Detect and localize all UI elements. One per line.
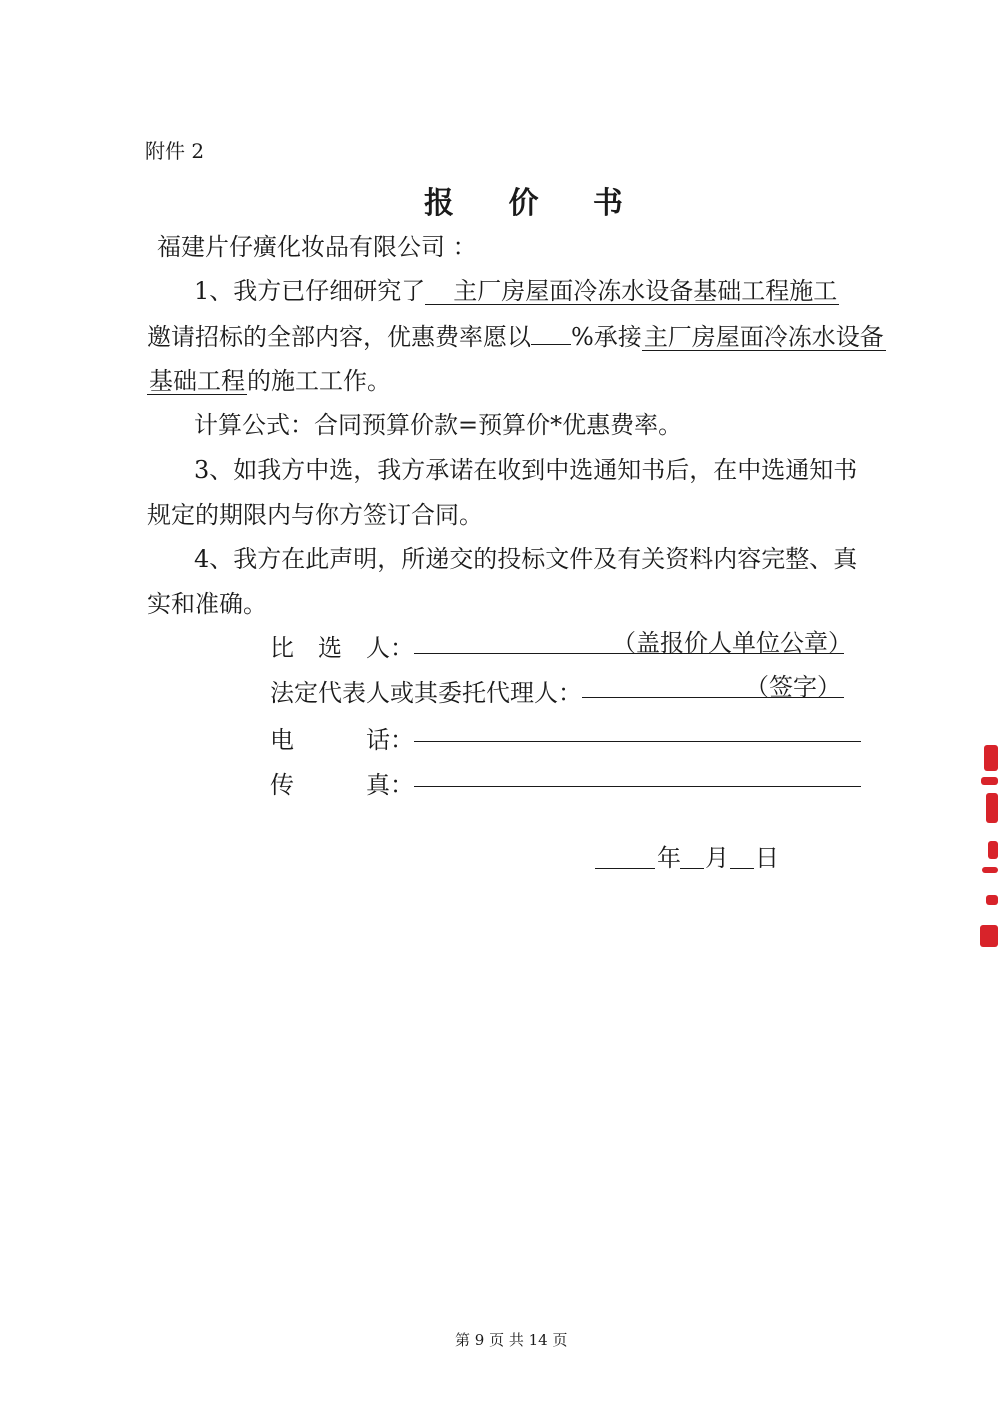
rep-label: 法定代表人或其委托代理人： — [270, 679, 582, 707]
project-name-underlined — [425, 278, 839, 305]
project-name-2b-underlined: 基础工程 — [149, 367, 245, 395]
para4-line1: 4、我方在此声明，所递交的投标文件及有关资料内容完整、真 — [194, 545, 858, 573]
year-label: 年 — [657, 844, 681, 872]
addressee: 福建片仔癀化妆品有限公司 ： — [157, 233, 477, 261]
para1-suffix: 的施工工作。 — [247, 367, 391, 395]
para4-line2: 实和准确。 — [147, 590, 267, 618]
bidder-note: （盖报价人单位公章） — [612, 629, 852, 657]
year-blank[interactable] — [595, 868, 655, 869]
para1-line2-b: %承接 — [571, 323, 642, 351]
phone-line[interactable] — [414, 741, 861, 742]
para1-line1 — [194, 276, 839, 306]
project-name-2a-underlined: 主厂房屋面冷冻水设备 — [643, 323, 884, 351]
para1-line3 — [147, 366, 391, 396]
day-label: 日 — [755, 844, 779, 872]
page-footer: 第 9 页 共 14 页 — [455, 1331, 568, 1349]
fax-line[interactable] — [414, 786, 861, 787]
phone-label: 电 话： — [270, 726, 414, 754]
month-label: 月 — [705, 844, 729, 872]
fax-label: 传 真： — [270, 771, 414, 799]
bidder-label: 比 选 人： — [270, 634, 414, 662]
month-blank[interactable] — [680, 868, 704, 869]
day-blank[interactable] — [730, 868, 754, 869]
attachment-label: 附件 2 — [145, 139, 205, 163]
rep-note: （签字） — [745, 673, 841, 701]
para1-prefix: 1、我方已仔细研究了 — [194, 277, 426, 305]
para3-line1: 3、如我方中选，我方承诺在收到中选通知书后，在中选通知书 — [194, 456, 858, 484]
para1-line2-a: 邀请招标的全部内容，优惠费率愿以 — [147, 323, 531, 351]
seal-fragment-icon — [980, 745, 1000, 955]
rate-blank[interactable] — [531, 320, 571, 345]
para3-line2: 规定的期限内与你方签订合同。 — [147, 501, 483, 529]
para1-line2 — [147, 320, 886, 352]
project-name-text: 主厂房屋面冷冻水设备基础工程施工 — [453, 277, 838, 305]
formula: 计算公式：合同预算价款=预算价*优惠费率。 — [194, 411, 683, 439]
document-title: 报 价 书 — [424, 186, 645, 221]
